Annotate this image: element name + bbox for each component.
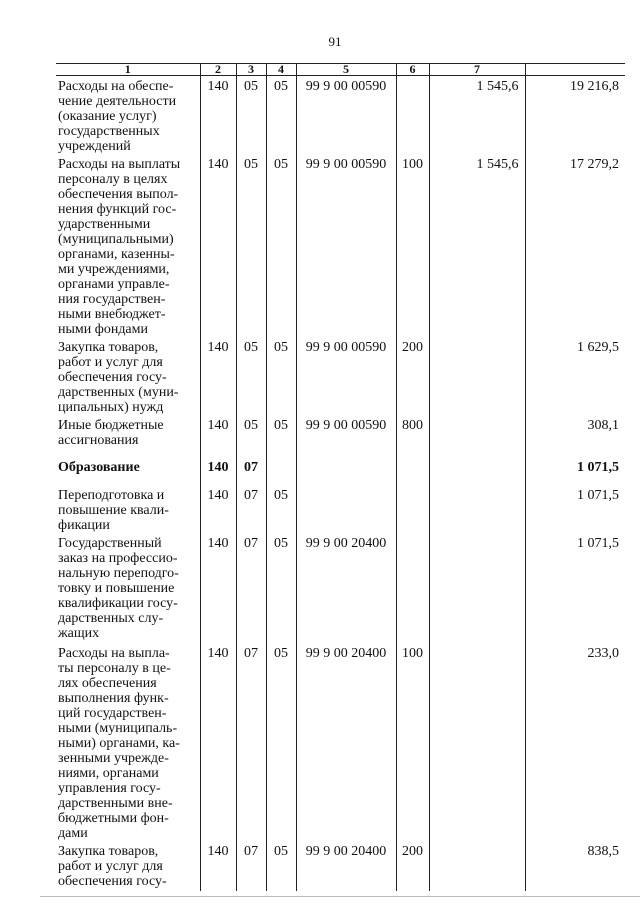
- row-value-8: 838,5: [525, 841, 625, 891]
- row-code-4: 05: [266, 485, 296, 533]
- row-code-6: [396, 485, 429, 533]
- row-value-8: 308,1: [525, 415, 625, 457]
- row-code-4: 05: [266, 76, 296, 155]
- table-row: [56, 76, 625, 155]
- row-code-2: 140: [200, 76, 236, 155]
- row-name: Образование: [58, 460, 140, 475]
- row-value-8: 1 629,5: [525, 337, 625, 415]
- row-name: Расходы на выплаты персоналу в целях обеспечения выпол- нения функций гос- ударственными (муниципальными) органами, казенны- ми учреждениями, органами управле- ния государствен- ными внебюджет- ными фондами: [58, 157, 181, 337]
- row-code-3: 07: [236, 841, 266, 891]
- row-value-7: [429, 841, 525, 891]
- row-code-6: 200: [396, 337, 429, 415]
- row-code-4: [266, 457, 296, 485]
- header-col-6: 6: [396, 64, 429, 76]
- row-name: Закупка товаров, работ и услуг для обеспечения госу- дарственных (муни- ципальных) нужд: [58, 340, 179, 415]
- row-value-7: [429, 485, 525, 533]
- header-col-2: 2: [200, 64, 236, 76]
- row-name: Закупка товаров, работ и услуг для обеспечения госу-: [58, 844, 167, 889]
- row-code-3: 05: [236, 337, 266, 415]
- table-row: [56, 485, 625, 533]
- row-code-2: 140: [200, 533, 236, 643]
- row-code-2: 140: [200, 154, 236, 337]
- row-code-3: 07: [236, 485, 266, 533]
- row-code-6: 100: [396, 643, 429, 841]
- row-code-6: 100: [396, 154, 429, 337]
- row-value-8: 1 071,5: [525, 457, 625, 485]
- row-name: Расходы на выпла- ты персоналу в це- лях обеспечения выполнения функ- ций государствен- ными (муниципаль- ными) органами, ка- зенными учрежде- ниями, органами управления госу- дарственными вне- бюджетными фон- дами: [58, 646, 180, 841]
- row-code-2: 140: [200, 337, 236, 415]
- header-col-1: 1: [56, 64, 200, 76]
- row-code-2: 140: [200, 841, 236, 891]
- page-number: 91: [328, 34, 342, 49]
- row-code-5: 99 9 00 20400: [296, 533, 396, 643]
- row-code-2: 140: [200, 457, 236, 485]
- row-name: Иные бюджетные ассигнования: [58, 418, 164, 448]
- header-row: [56, 64, 625, 76]
- row-name: Государственный заказ на профессио- нальную переподго- товку и повышение квалификации госу- дарственных слу- жащих: [58, 536, 179, 641]
- row-code-3: 07: [236, 643, 266, 841]
- header-col-8: [525, 64, 625, 76]
- row-value-8: 1 071,5: [525, 485, 625, 533]
- row-code-4: 05: [266, 415, 296, 457]
- row-code-3: 07: [236, 457, 266, 485]
- row-code-5: 99 9 00 20400: [296, 841, 396, 891]
- table-row: [56, 154, 625, 337]
- row-code-5: 99 9 00 00590: [296, 337, 396, 415]
- table-row: [56, 533, 625, 643]
- row-code-6: 800: [396, 415, 429, 457]
- header-col-4: 4: [266, 64, 296, 76]
- row-code-2: 140: [200, 485, 236, 533]
- table-row: [56, 457, 625, 485]
- header-col-7: 7: [429, 64, 525, 76]
- row-value-7: 1 545,6: [429, 154, 525, 337]
- row-code-5: [296, 457, 396, 485]
- row-value-7: [429, 643, 525, 841]
- table-row: [56, 337, 625, 415]
- row-value-7: [429, 457, 525, 485]
- row-code-2: 140: [200, 643, 236, 841]
- page-bottom-rule: [40, 896, 640, 897]
- row-code-3: 05: [236, 415, 266, 457]
- row-code-3: 07: [236, 533, 266, 643]
- row-value-7: [429, 337, 525, 415]
- budget-table: [56, 63, 625, 891]
- row-code-5: [296, 485, 396, 533]
- row-value-8: 19 216,8: [525, 76, 625, 155]
- row-code-2: 140: [200, 415, 236, 457]
- row-code-6: [396, 76, 429, 155]
- row-code-4: 05: [266, 337, 296, 415]
- row-code-3: 05: [236, 154, 266, 337]
- table-row: [56, 415, 625, 457]
- row-value-7: [429, 533, 525, 643]
- row-code-5: 99 9 00 00590: [296, 415, 396, 457]
- row-name: Расходы на обеспе- чение деятельности (оказание услуг) государственных учреждений: [58, 79, 177, 154]
- row-value-7: 1 545,6: [429, 76, 525, 155]
- row-value-8: 17 279,2: [525, 154, 625, 337]
- row-value-8: 233,0: [525, 643, 625, 841]
- row-code-6: [396, 533, 429, 643]
- row-value-8: 1 071,5: [525, 533, 625, 643]
- table-row: [56, 643, 625, 841]
- row-code-6: [396, 457, 429, 485]
- row-code-4: 05: [266, 154, 296, 337]
- row-name: Переподготовка и повышение квали- фикации: [58, 488, 169, 533]
- header-col-3: 3: [236, 64, 266, 76]
- row-code-4: 05: [266, 533, 296, 643]
- header-col-5: 5: [296, 64, 396, 76]
- row-code-5: 99 9 00 00590: [296, 154, 396, 337]
- row-code-5: 99 9 00 20400: [296, 643, 396, 841]
- table-row: [56, 841, 625, 891]
- row-code-5: 99 9 00 00590: [296, 76, 396, 155]
- row-code-6: 200: [396, 841, 429, 891]
- row-code-3: 05: [236, 76, 266, 155]
- row-code-4: 05: [266, 643, 296, 841]
- table-body: [56, 76, 625, 892]
- row-value-7: [429, 415, 525, 457]
- row-code-4: 05: [266, 841, 296, 891]
